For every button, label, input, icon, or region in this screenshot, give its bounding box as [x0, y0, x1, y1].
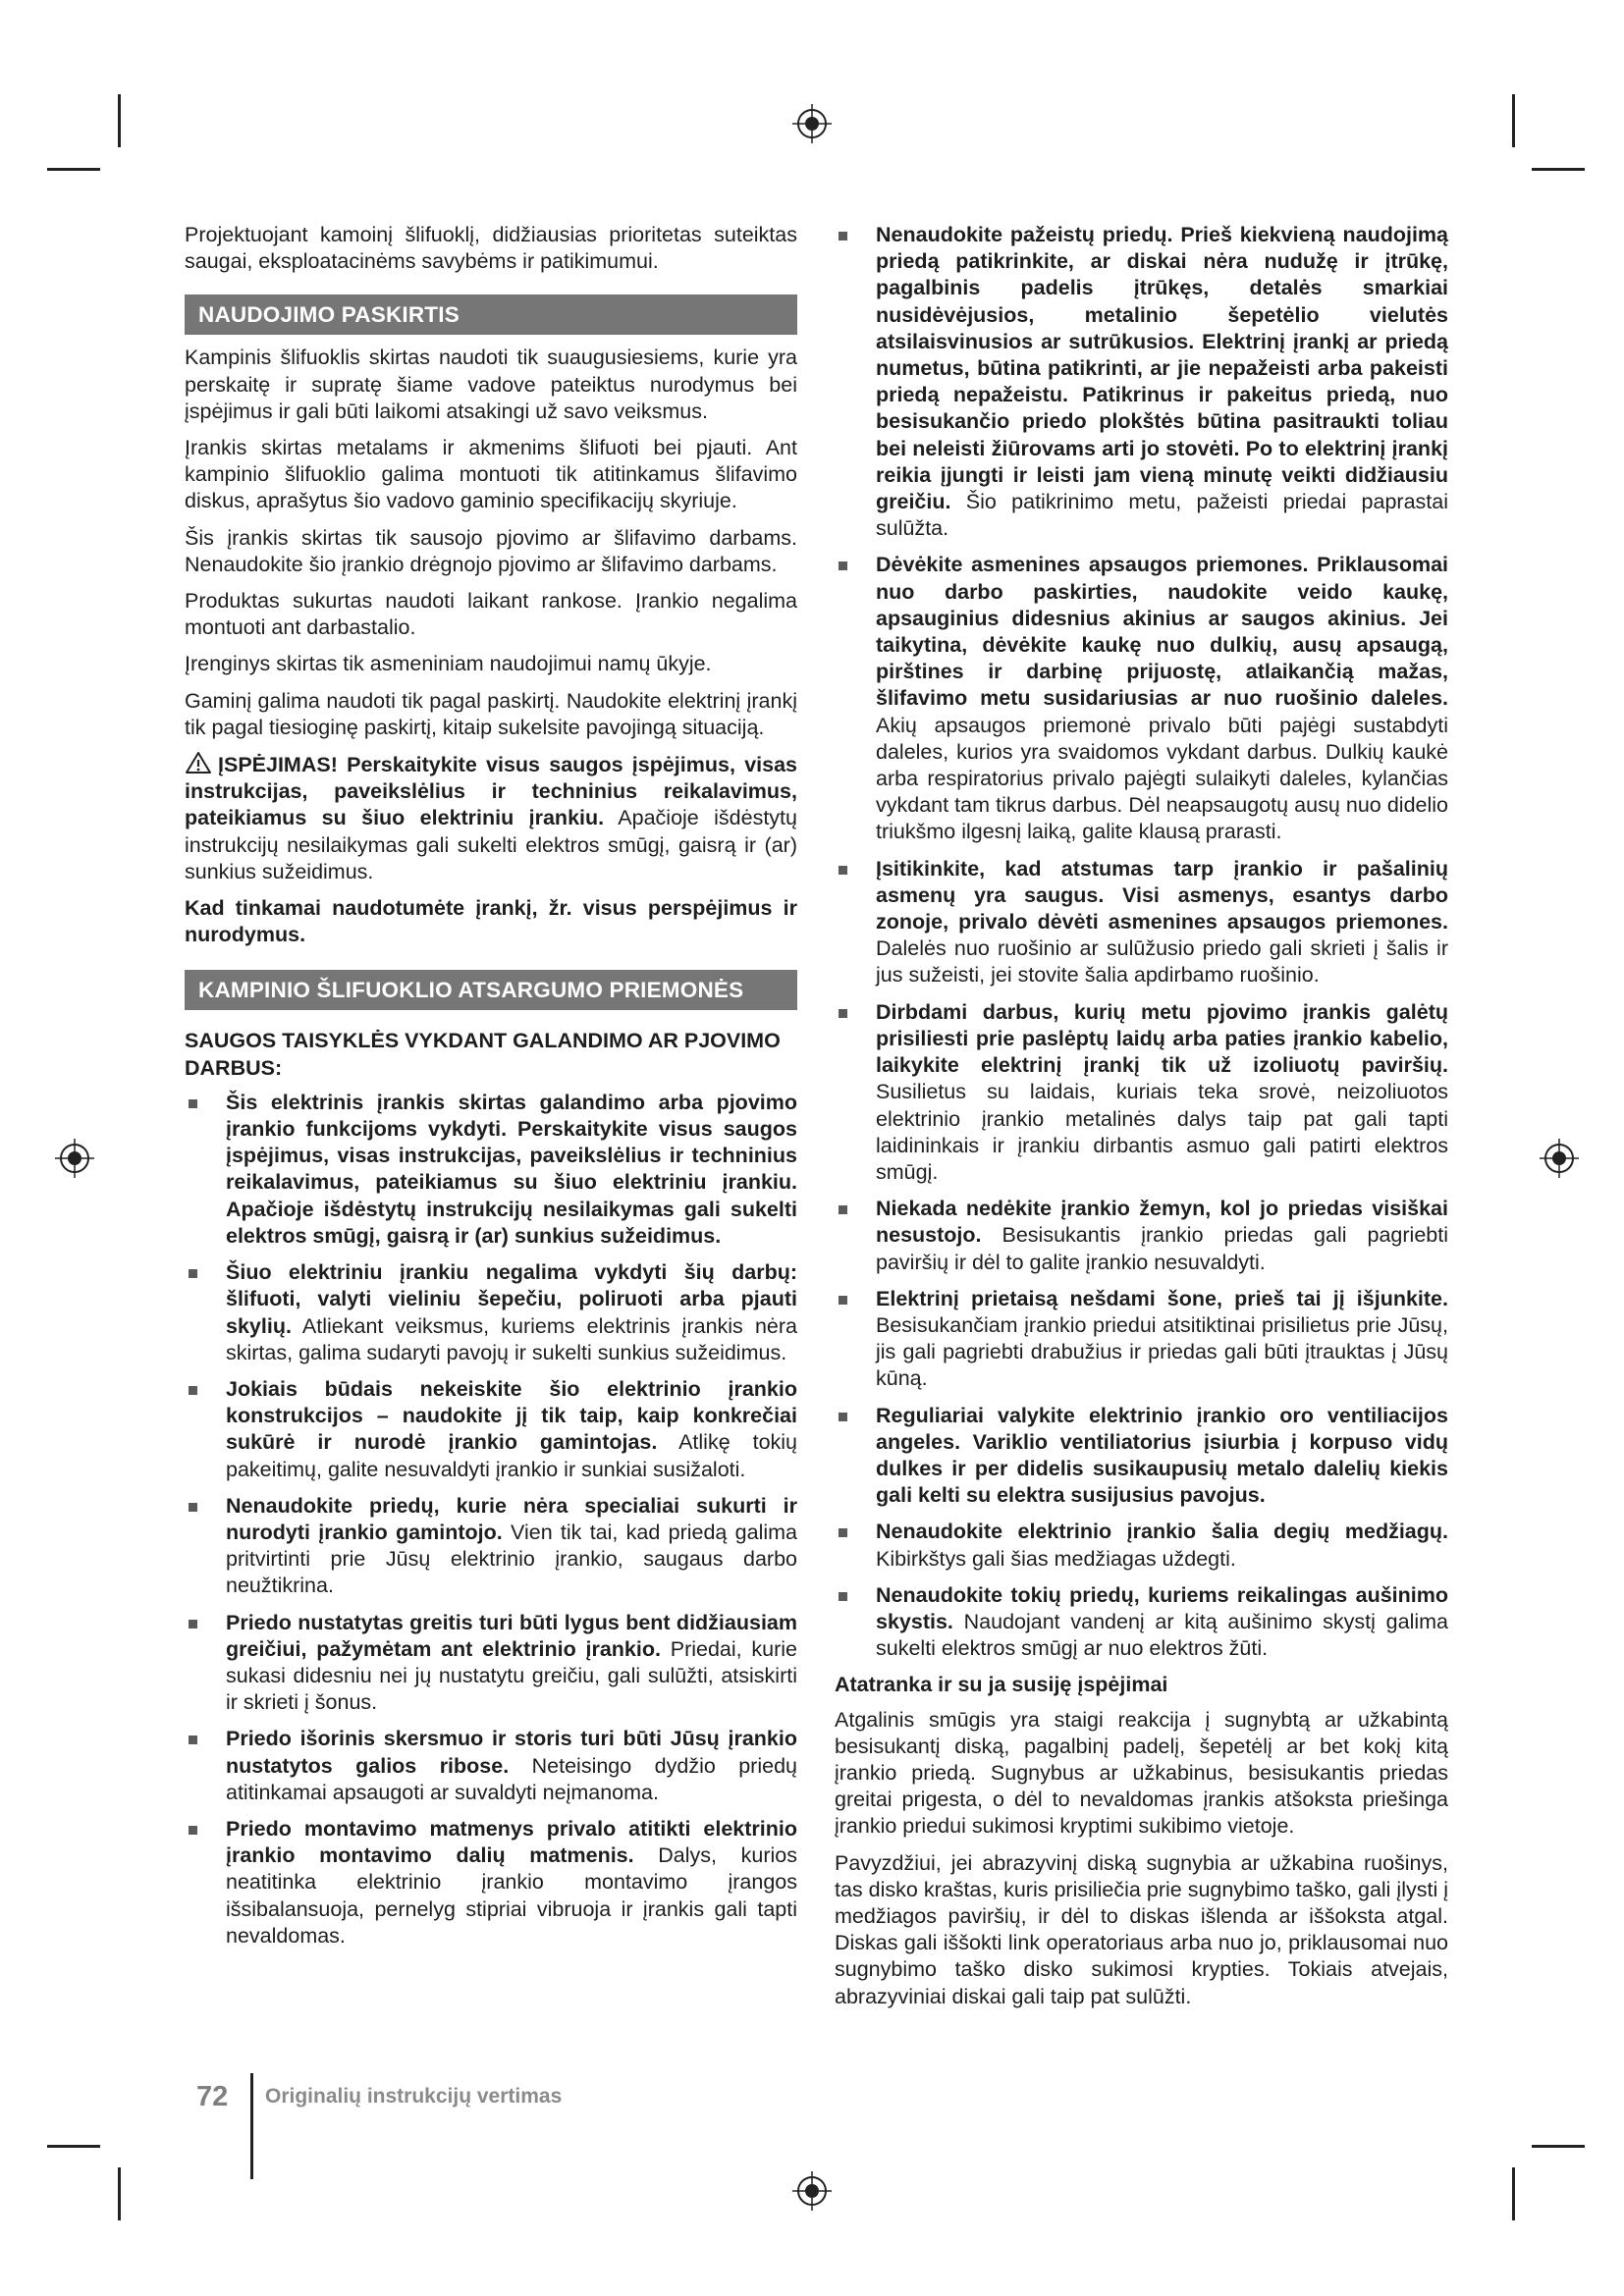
- list-item: [835, 1519, 1448, 1572]
- list-item-bold: Elektrinį prietaisą nešdami šone, prieš tai jį išjunkite.: [876, 1286, 1448, 1310]
- paragraph: Gaminį galima naudoti tik pagal paskirtį. Naudokite elektrinį įrankį tik pagal tiesioginę paskirtį, kitaip sukelsite pavojingą situaciją.: [185, 688, 797, 739]
- list-item-text: Kibirkštys gali šias medžiagas uždegti.: [876, 1546, 1236, 1571]
- crop-mark: [1532, 168, 1585, 171]
- list-item-text: Dalys, kurios neatitinka elektrinio įrankio montavimo įrangos išsibalansuoja, pernelyg stipriai vibruoja ir įrankis gali tapti nevaldomas.: [226, 1843, 797, 1948]
- crop-mark: [1512, 2167, 1515, 2220]
- list-item-bold: Reguliariai valykite elektrinio įrankio oro ventiliacijos angeles. Variklio ventiliatorius įsiurbia į korpuso vidų dulkes ir per didelis susikaupusių metalo dalelių kiekis gali kelti su elektra susijusius pavojus.: [876, 1403, 1448, 1508]
- list-item-bold: Priedo nustatytas greitis turi būti lygus bent didžiausiam greičiui, pažymėtam ant elektrinio įrankio.: [226, 1610, 797, 1661]
- note-paragraph: [185, 895, 797, 948]
- list-item-text: Besisukantis įrankio priedas gali pagriebti paviršių ir dėl to galite įrankio nesuvaldyti.: [876, 1223, 1448, 1274]
- list-item: [185, 1610, 797, 1717]
- list-item: [185, 1376, 797, 1483]
- registration-mark-icon: [1538, 1137, 1581, 1180]
- list-item-text: Šio patikrinimo metu, pažeisti priedai paprastai sulūžta.: [876, 490, 1448, 541]
- list-item-text: Priedai, kurie sukasi didesniu nei jų nustatytu greičiu, gali sulūžti, atsiskirti ir skrieti į šonus.: [226, 1636, 797, 1715]
- list-item-bold: Įsitikinkite, kad atstumas tarp įrankio ir pašalinių asmenų yra saugus. Visi asmenys, esantys darbo zonoje, privalo dėvėti asmenines apsaugos priemones.: [876, 856, 1448, 934]
- list-item: [185, 1726, 797, 1806]
- crop-mark: [1512, 94, 1515, 147]
- warning-paragraph: [185, 751, 797, 885]
- paragraph: Šis įrankis skirtas tik sausojo pjovimo ar šlifavimo darbams. Nenaudokite šio įrankio drėgnojo pjovimo ar šlifavimo darbams.: [185, 525, 797, 576]
- list-item-text: Susilietus su laidais, kuriais teka srovė, neizoliuotos elektrinio įrankio metalinės dalys taip pat gali tapti laidininkais ir įrankiu dirbantis asmuo gali patirti elektros smūgį.: [876, 1080, 1448, 1184]
- paragraph: Įrenginys skirtas tik asmeniniam naudojimui namų ūkyje.: [185, 652, 712, 676]
- crop-mark: [47, 168, 100, 171]
- list-item-bold: Šiuo elektriniu įrankiu negalima vykdyti šių darbų: šlifuoti, valyti vieliniu šepečiu, poliruoti arba pjauti skylių.: [226, 1260, 797, 1338]
- list-item-bold: Priedo išorinis skersmuo ir storis turi būti Jūsų įrankio nustatytos galios ribose.: [226, 1727, 797, 1778]
- crop-mark: [118, 2167, 121, 2220]
- warning-bold-text: ĮSPĖJIMAS! Perskaitykite visus saugos įspėjimus, visas instrukcijas, paveikslėlius ir techninius reikalavimus, pateikiamus su šiuo elektriniu įrankiu.: [185, 753, 797, 830]
- registration-mark-icon: [53, 1137, 96, 1180]
- section-heading-intended-use: NAUDOJIMO PASKIRTIS: [185, 294, 797, 335]
- list-item-bold: Šis elektrinis įrankis skirtas galandimo arba pjovimo įrankio funkcijoms vykdyti. Perskaitykite visus saugos įspėjimus, visas instrukcijas, paveikslėlius ir techninius reikalavimus, pateikiamus su šiuo elektriniu įrankiu. Apačioje išdėstytų instrukcijų nesilaikymas gali sukelti elektros smūgį, gaisrą ir (ar) sunkius sužeidimus.: [226, 1090, 797, 1248]
- registration-mark-icon: [790, 102, 834, 145]
- list-item-bold: Dėvėkite asmenines apsaugos priemones. Priklausomai nuo darbo paskirties, naudokite veido kaukę, apsauginius didesnius akinius ar saugos akinius. Jei taikytina, dėvėkite kaukę nuo dulkių, ausų apsaugą, pirštines ir darbinę prijuostę, atlaikančią mažas, šlifavimo metu susidariusias ar nuo ruošinio daleles.: [876, 553, 1448, 711]
- crop-mark: [118, 94, 121, 147]
- list-item-bold: Niekada nedėkite įrankio žemyn, kol jo priedas visiškai nesustojo.: [876, 1197, 1448, 1248]
- crop-mark: [47, 2145, 100, 2148]
- list-item-text: Akių apsaugos priemonė privalo būti pajėgi sustabdyti daleles, kurios yra svaidomos vykdant darbus. Dulkių kaukė arba respiratorius privalo pajėgti sulaikyti daleles, kylančias vykdant tam tikrus darbus. Dėl neapsaugotų ausų nuo didelio triukšmo ilgesnį laiką, galite klausą prarasti.: [876, 713, 1448, 844]
- safety-list-right: [835, 222, 1448, 1662]
- page-number: 72: [196, 2081, 229, 2112]
- section-heading-safety-precautions: KAMPINIO ŠLIFUOKLIO ATSARGUMO PRIEMONĖS: [185, 970, 797, 1010]
- list-item: [185, 1493, 797, 1600]
- subheading-kickback: Atatranka ir su ja susiję įspėjimai: [835, 1673, 1168, 1697]
- list-item: [835, 1582, 1448, 1663]
- list-item-text: Atlikę tokių pakeitimų, galite nesuvaldyti įrankio ir sunkiai susižaloti.: [226, 1430, 798, 1481]
- safety-list-left: [185, 1090, 797, 1949]
- list-item: [835, 1403, 1448, 1510]
- list-item-bold: Nenaudokite elektrinio įrankio šalia degių medžiagų.: [876, 1520, 1448, 1544]
- subheading-safety-rules: SAUGOS TAISYKLĖS VYKDANT GALANDIMO AR PJOVIMO DARBUS:: [185, 1029, 781, 1080]
- paragraph: Pavyzdžiui, jei abrazyvinį diską sugnybia ar užkabina ruošinys, tas disko kraštas, kuris prisiliečia prie sugnybimo taško, gali įlysti į medžiagos paviršių, ir dėl to diskas išlenda ar iššoksta atgal. Diskas gali iššokti link operatoriaus arba nuo jo, priklausomai nuo sugnybimo taško disko sukimosi krypties. Tokiais atvejais, abrazyviniai diskai gali taip pat sulūžti.: [835, 1850, 1448, 2008]
- warning-triangle-icon: [185, 751, 212, 774]
- list-item-bold: Dirbdami darbus, kurių metu pjovimo įrankis galėtų prisiliesti prie paslėptų laidų arba paties įrankio kabelio, laikykite elektrinį įrankį tik už izoliuotų paviršių.: [876, 999, 1448, 1078]
- footer-divider: [250, 2073, 253, 2179]
- list-item: [835, 856, 1448, 989]
- right-column: [835, 222, 1448, 2020]
- list-item: [835, 999, 1448, 1186]
- list-item-text: Neteisingo dydžio priedų atitinkamai apsaugoti ar suvaldyti neįmanoma.: [226, 1753, 797, 1804]
- list-item-text: Vien tik tai, kad priedą galima pritvirtinti prie Jūsų elektrinio įrankio, saugaus darbo neužtikrina.: [226, 1520, 797, 1598]
- list-item-text: Besisukančiam įrankio priedui atsitiktinai prisilietus prie Jūsų, jis gali pagriebti drabužius ir priedas gali būti įtrauktas į Jūsų kūną.: [876, 1312, 1448, 1391]
- crop-mark: [1532, 2145, 1585, 2148]
- paragraph: Atgalinis smūgis yra staigi reakcija į sugnybtą ar užkabintą besisukantį diską, pagalbinį padelį, šepetėlį ar bet kokį kitą įrankio priedą. Sugnybus ar užkabinus, besisukantis priedas greitai prigesta, o dėl to nevaldomas įrankis atšoksta priešinga įrankio priedui sukimosi kryptimi sukibimo vietoje.: [835, 1707, 1448, 1839]
- list-item: [185, 1259, 797, 1366]
- list-item: [185, 1090, 797, 1250]
- footer-text: Originalių instrukcijų vertimas: [265, 2085, 563, 2108]
- list-item: [835, 552, 1448, 845]
- paragraph: Produktas sukurtas naudoti laikant rankose. Įrankio negalima montuoti ant darbastalio.: [185, 589, 797, 640]
- list-item: [185, 1816, 797, 1949]
- list-item-bold: Nenaudokite tokių priedų, kuriems reikalingas aušinimo skystis.: [876, 1582, 1448, 1633]
- registration-mark-icon: [790, 2169, 834, 2213]
- note-text: Kad tinkamai naudotumėte įrankį, žr. visus perspėjimus ir nurodymus.: [185, 896, 797, 947]
- list-item: [835, 222, 1448, 542]
- paragraph: Kampinis šlifuoklis skirtas naudoti tik suaugusiesiems, kurie yra perskaitę ir supratę šiame vadove pateiktus nurodymus bei įspėjimus ir gali būti laikomi atsakingi už savo veiksmus.: [185, 346, 797, 423]
- paragraph: Įrankis skirtas metalams ir akmenims šlifuoti bei pjauti. Ant kampinio šlifuoklio galima montuoti tik atitinkamus šlifavimo diskus, aprašytus šio vadovo gaminio specifikacijų skyriuje.: [185, 436, 797, 513]
- list-item: [835, 1196, 1448, 1276]
- list-item-bold: Nenaudokite pažeistų priedų. Prieš kiekvieną naudojimą priedą patikrinkite, ar diskai nėra nudužę ir įtrūkę, pagalbinis padelis įtrūkęs, detalės smarkiai nusidėvėjusios, metalinio šepetėlio vielutės atsilaisvinusios ar sutrūkusios. Elektrinį įrankį ar priedą numetus, būtina patikrinti, ar jie nepažeisti arba pakeisti priedą nepažeistu. Patikrinus ir pakeitus priedą, nuo besisukančio priedo plokštės būtina pasitraukti toliau bei neleisti žiūrovams arti jo stovėti. Po to elektrinį įrankį reikia įjungti ir leisti jam vieną minutę veikti didžiausiu greičiu.: [876, 223, 1448, 514]
- list-item-text: Naudojant vandenį ar kitą aušinimo skystį galima sukelti elektros smūgį ar nuo elektros žūti.: [876, 1609, 1448, 1661]
- list-item-text: Atliekant veiksmus, kuriems elektrinis įrankis nėra skirtas, galima sudaryti pavojų ir sukelti sunkius sužeidimus.: [226, 1313, 797, 1364]
- warning-text: Apačioje išdėstytų instrukcijų nesilaikymas gali sukelti elektros smūgį, gaisrą ir (ar) sunkius sužeidimus.: [185, 806, 797, 883]
- list-item: [835, 1286, 1448, 1393]
- list-item-bold: Priedo montavimo matmenys privalo atitikti elektrinio įrankio montavimo dalių matmenis.: [226, 1816, 797, 1868]
- intro-paragraph: Projektuojant kamoinį šlifuoklį, didžiausias prioritetas suteiktas saugai, eksploatacinėms savybėms ir patikimumui.: [185, 223, 797, 274]
- left-column: [185, 222, 797, 1959]
- list-item-bold: Jokiais būdais nekeiskite šio elektrinio įrankio konstrukcijos – naudokite jį tik taip, kaip konkrečiai sukūrė ir nurodė įrankio gamintojas.: [226, 1376, 797, 1455]
- list-item-text: Dalelės nuo ruošinio ar sulūžusio priedo gali skrieti į šalis ir jus sužeisti, jei stovite šalia apdirbamo ruošinio.: [876, 936, 1448, 988]
- list-item-bold: Nenaudokite priedų, kurie nėra specialiai sukurti ir nurodyti įrankio gamintojo.: [226, 1493, 797, 1544]
